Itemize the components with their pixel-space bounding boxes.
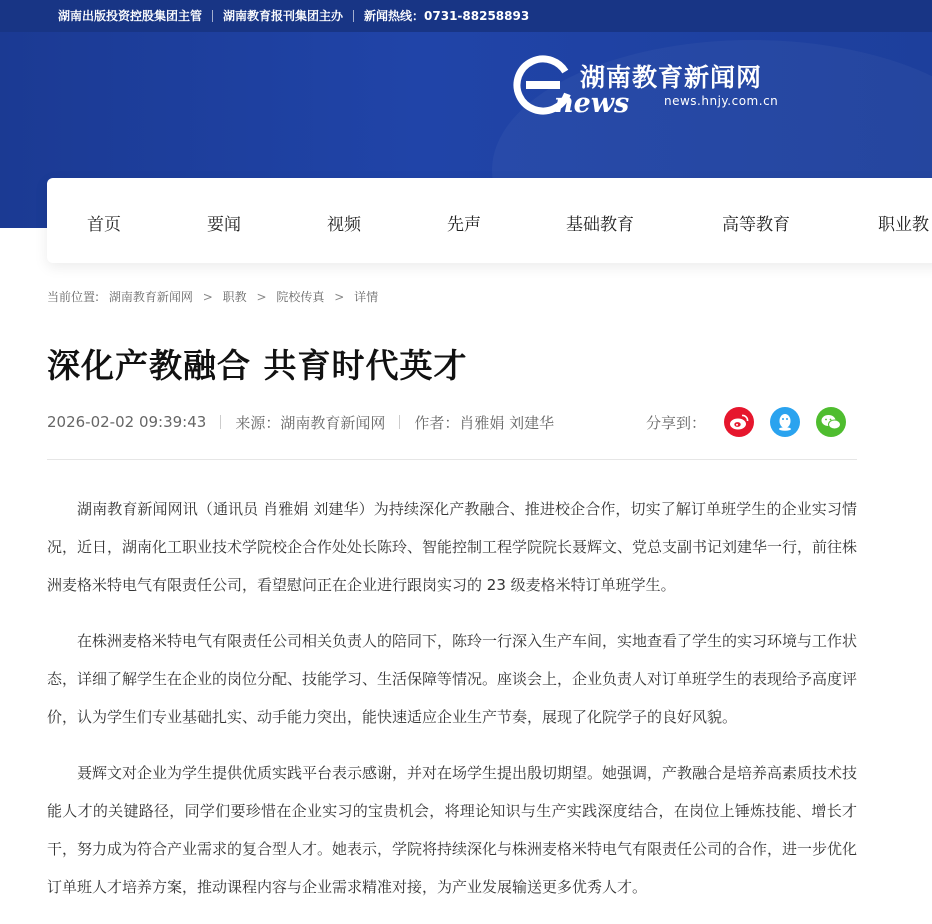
article-source: 来源：湖南教育新闻网	[235, 413, 386, 432]
article-body	[47, 490, 857, 924]
site-logo[interactable]	[512, 54, 802, 120]
article-datetime: 2026-02-02 09:39:43	[47, 413, 207, 431]
breadcrumb-separator: >	[256, 290, 267, 304]
nav-item-news[interactable]: 要闻	[207, 215, 241, 235]
nav-item-basic-education[interactable]: 基础教育	[566, 215, 634, 235]
nav-item-higher-education[interactable]: 高等教育	[722, 215, 790, 235]
breadcrumb-separator: >	[334, 290, 345, 304]
article-title: 深化产教融合 共育时代英才	[47, 346, 468, 385]
topbar-item-sponsor: 湖南教育报刊集团主办	[223, 9, 344, 23]
nav-item-vocational-education[interactable]: 职业教	[878, 215, 929, 235]
main-nav	[47, 178, 932, 263]
meta-divider	[220, 415, 221, 429]
breadcrumb-separator: >	[202, 290, 213, 304]
title-divider	[47, 459, 857, 460]
nav-item-pioneer[interactable]: 先声	[447, 215, 481, 235]
breadcrumb-item-vocational[interactable]: 职教	[222, 290, 247, 304]
share-label: 分享到：	[646, 413, 707, 432]
breadcrumb-item-detail: 详情	[354, 290, 379, 304]
meta-divider	[399, 415, 400, 429]
breadcrumb-prefix: 当前位置:	[47, 290, 100, 304]
article-meta	[47, 412, 554, 432]
logo-news-text: news	[554, 88, 630, 119]
share-bar	[646, 404, 862, 440]
article-paragraph: 聂辉文对企业为学生提供优质实践平台表示感谢，并对在场学生提出殷切期望。她强调，产教融合是培养高素质技术技能人才的关键路径，同学们要珍惜在企业实习的宝贵机会，将理论知识与生产实践深度结合，在岗位上锤炼技能、增长才干，努力成为符合产业需求的复合型人才。她表示，学院将持续深化与株洲麦格米特电气有限责任公司的合作，进一步优化订单班人才培养方案，推动课程内容与企业需求精准对接，为产业发展输送更多优秀人才。	[47, 764, 858, 896]
breadcrumb-item-school-news[interactable]: 院校传真	[276, 290, 325, 304]
article-paragraph: 湖南教育新闻网讯（通讯员 肖雅娟 刘建华）为持续深化产教融合、推进校企合作，切实了解订单班学生的企业实习情况，近日，湖南化工职业技术学院校企合作处处长陈玲、智能控制工程学院院长聂辉文、党总支副书记刘建华一行，前往株洲麦格米特电气有限责任公司，看望慰问正在企业进行跟岗实习的 23 级麦格米特订单班学生。	[47, 500, 858, 594]
breadcrumb	[47, 288, 384, 305]
qq-icon[interactable]	[770, 407, 800, 437]
weibo-icon[interactable]	[724, 407, 754, 437]
site-name: 湖南教育新闻网	[580, 63, 763, 92]
site-domain: news.hnjy.com.cn	[664, 94, 779, 108]
article-author: 作者：肖雅娟 刘建华	[414, 413, 555, 432]
nav-item-home[interactable]: 首页	[87, 215, 121, 235]
topbar-item-publisher: 湖南出版投资控股集团主管	[58, 9, 203, 23]
breadcrumb-item-home[interactable]: 湖南教育新闻网	[108, 290, 193, 304]
topbar-item-hotline: 新闻热线：0731-88258893	[364, 9, 530, 23]
wechat-icon[interactable]	[816, 407, 846, 437]
top-info-bar	[0, 0, 932, 32]
article-paragraph: 在株洲麦格米特电气有限责任公司相关负责人的陪同下，陈玲一行深入生产车间，实地查看了学生的实习环境与工作状态，详细了解学生在企业的岗位分配、技能学习、生活保障等情况。座谈会上，企业负责人对订单班学生的表现给予高度评价，认为学生们专业基础扎实、动手能力突出，能快速适应企业生产节奏，展现了化院学子的良好风貌。	[47, 632, 858, 726]
nav-item-video[interactable]: 视频	[327, 215, 361, 235]
